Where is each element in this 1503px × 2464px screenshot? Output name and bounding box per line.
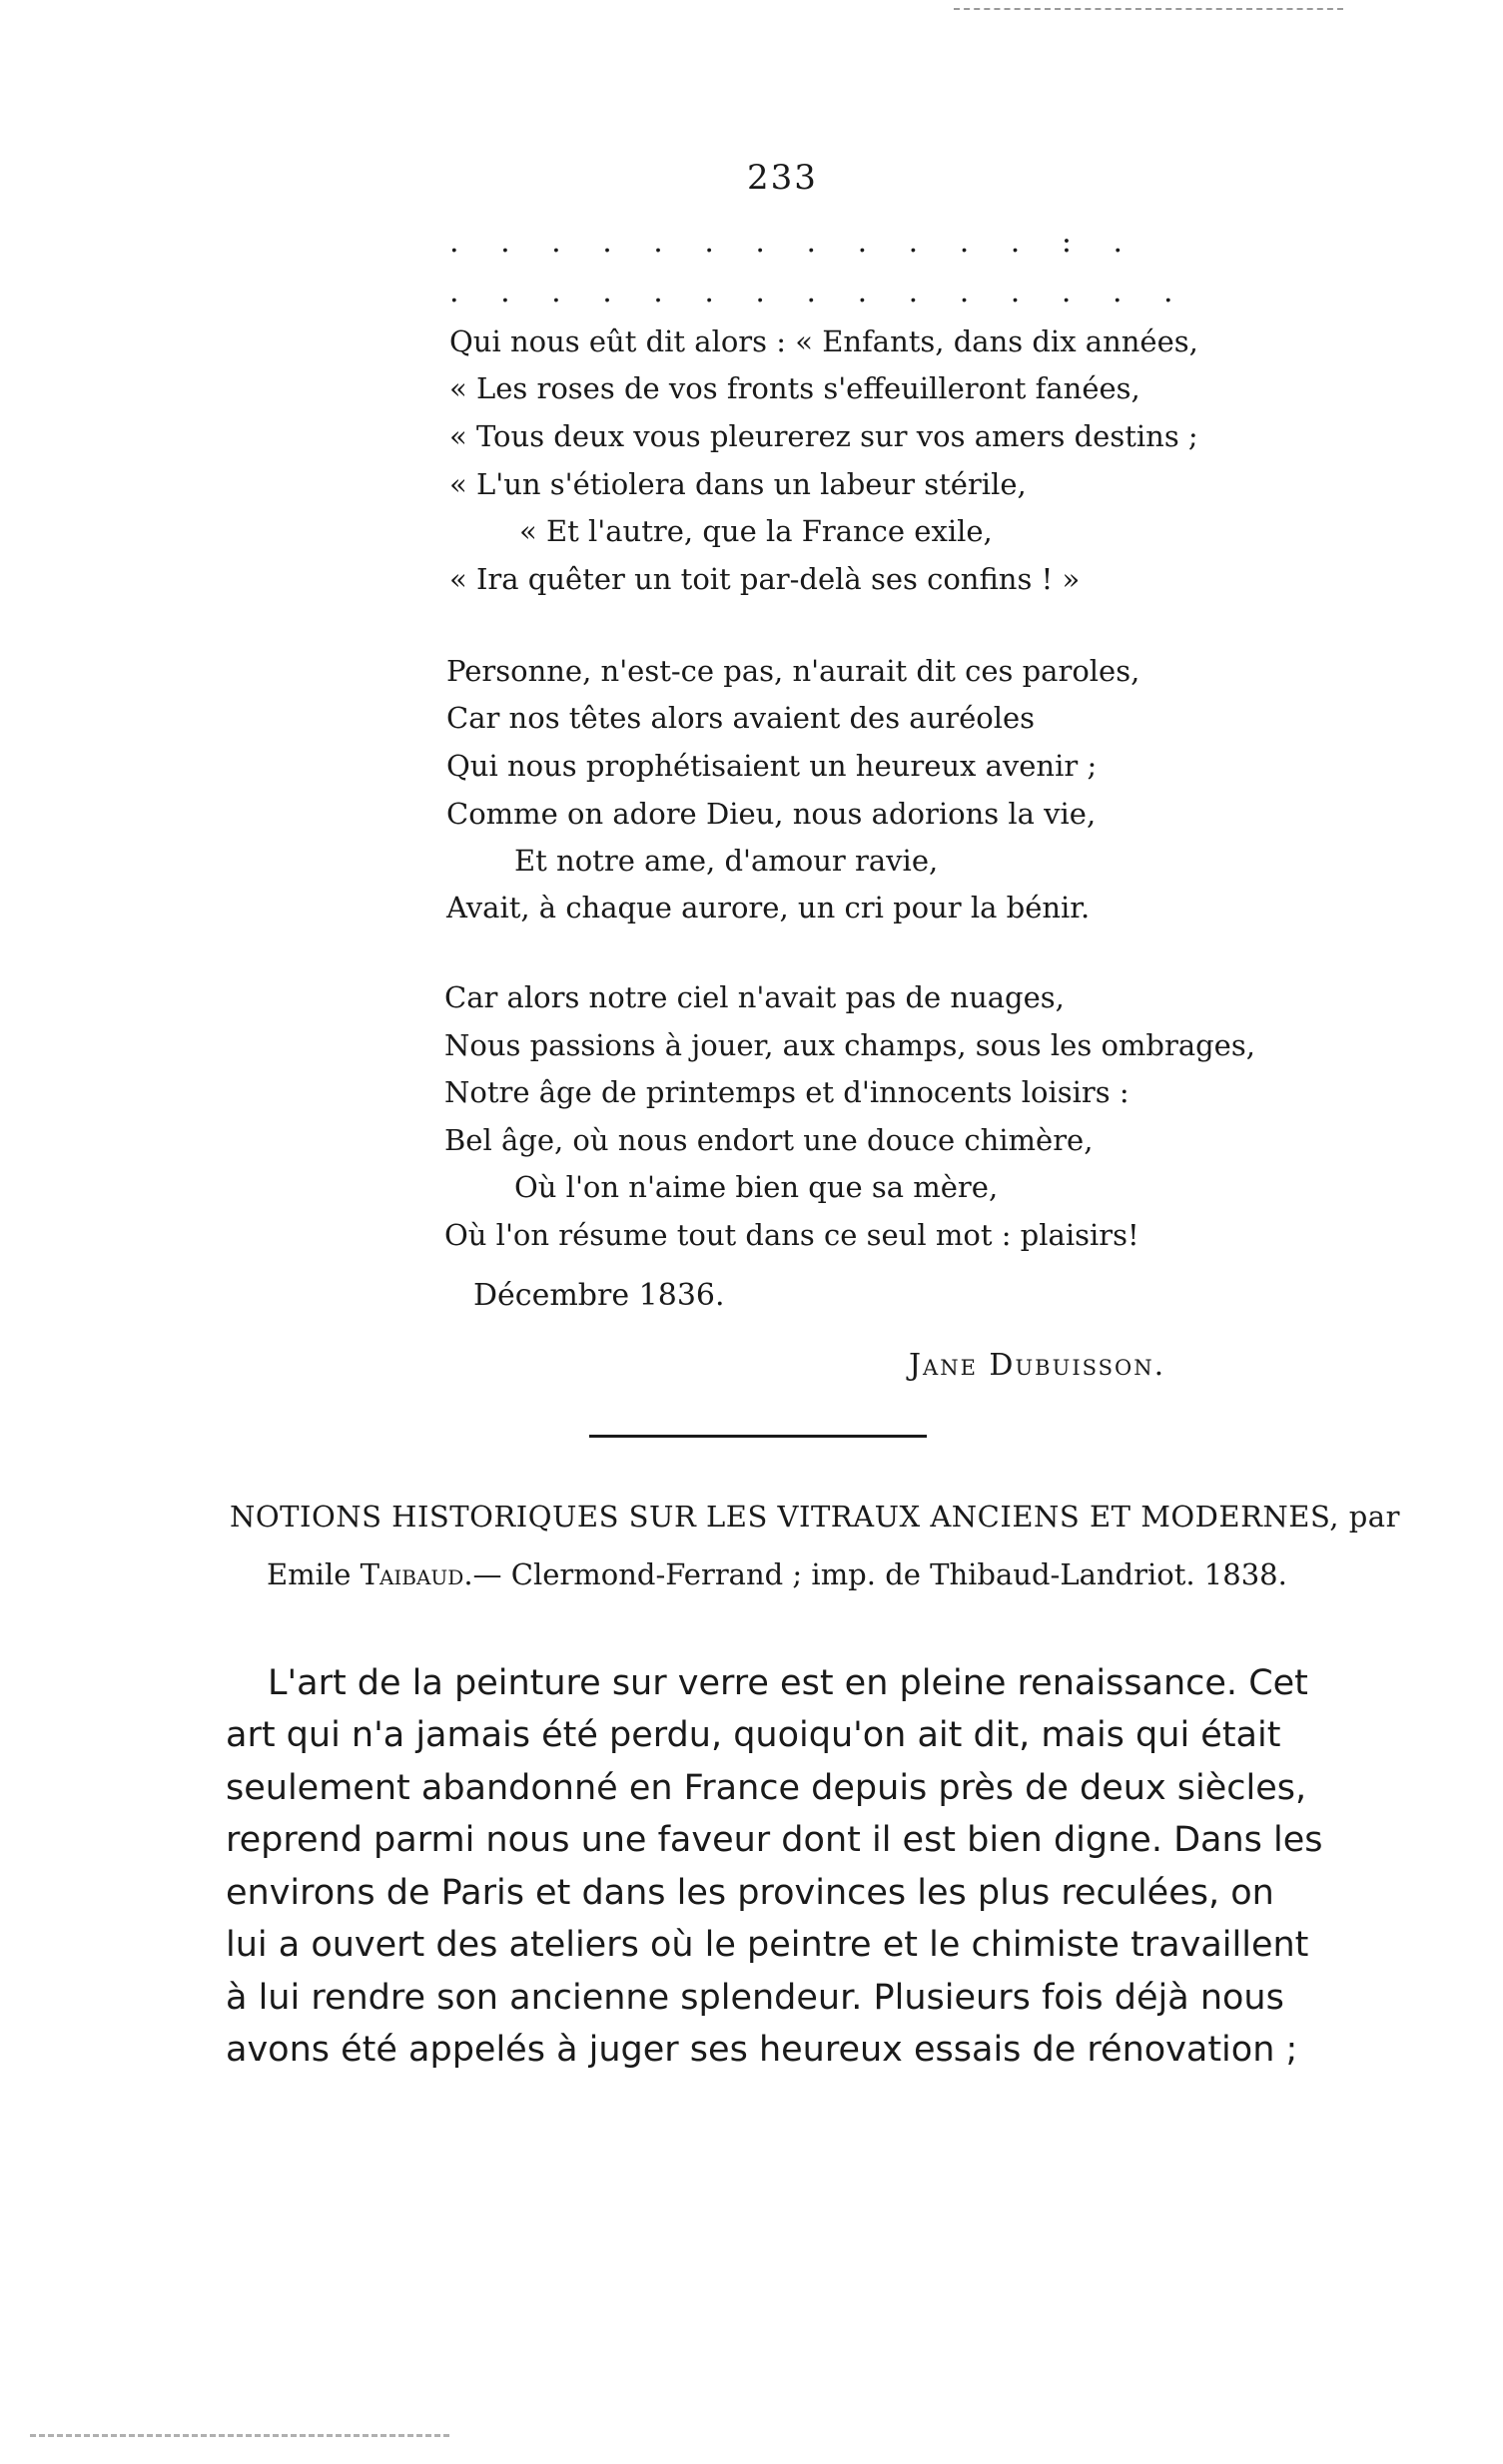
header-rule bbox=[954, 8, 1343, 10]
prose-line: L'art de la peinture sur verre est en pleine renaissance. Cet bbox=[268, 1663, 1308, 1703]
section-divider bbox=[589, 1435, 927, 1438]
prose-line: seulement abandonné en France depuis près de deux siècles, bbox=[226, 1768, 1307, 1808]
poem-line: Car nos têtes alors avaient des auréoles bbox=[446, 701, 1036, 735]
poem-line: « Tous deux vous pleurerez sur vos amers destins ; bbox=[449, 419, 1198, 453]
poem-line: Et notre ame, d'amour ravie, bbox=[514, 844, 939, 878]
poem-line: Où l'on résume tout dans ce seul mot : plaisirs! bbox=[444, 1218, 1139, 1252]
poem-line: « Et l'autre, que la France exile, bbox=[519, 514, 993, 548]
review-title: NOTIONS HISTORIQUES SUR LES VITRAUX ANCIENS ET MODERNES, par bbox=[230, 1500, 1400, 1534]
poem-line: Qui nous prophétisaient un heureux avenir ; bbox=[446, 749, 1098, 783]
poem-signature: Jane Dubuisson. bbox=[909, 1348, 1166, 1383]
poem-line: Notre âge de printemps et d'innocents loisirs : bbox=[444, 1075, 1129, 1109]
poem-line: Bel âge, où nous endort une douce chimère, bbox=[444, 1123, 1094, 1157]
review-author-first: Emile bbox=[267, 1557, 352, 1591]
ellipsis-row: . . . . . . . . . . . . . . . bbox=[449, 275, 1189, 309]
review-imprint bbox=[267, 1557, 1287, 1591]
poem-line: Nous passions à jouer, aux champs, sous les ombrages, bbox=[444, 1028, 1255, 1062]
poem-line: Où l'on n'aime bien que sa mère, bbox=[514, 1170, 999, 1204]
poem-line: Car alors notre ciel n'avait pas de nuages, bbox=[444, 980, 1065, 1014]
poem-line: Comme on adore Dieu, nous adorions la vie, bbox=[446, 797, 1097, 831]
prose-line: reprend parmi nous une faveur dont il est bien digne. Dans les bbox=[226, 1820, 1323, 1860]
poem-line: Personne, n'est-ce pas, n'aurait dit ces paroles, bbox=[446, 654, 1140, 688]
prose-line: à lui rendre son ancienne splendeur. Plusieurs fois déjà nous bbox=[226, 1978, 1284, 2018]
review-publication: .— Clermond-Ferrand ; imp. de Thibaud-Landriot. 1838. bbox=[463, 1557, 1287, 1591]
prose-line: lui a ouvert des ateliers où le peintre et le chimiste travaillent bbox=[226, 1925, 1309, 1965]
poem-line: « Ira quêter un toit par-delà ses confins ! » bbox=[449, 562, 1081, 596]
poem-line: « Les roses de vos fronts s'effeuilleront fanées, bbox=[449, 371, 1140, 405]
prose-line: environs de Paris et dans les provinces les plus reculées, on bbox=[226, 1873, 1274, 1913]
poem-line: Qui nous eût dit alors : « Enfants, dans dix années, bbox=[449, 324, 1198, 358]
prose-line: art qui n'a jamais été perdu, quoiqu'on ait dit, mais qui était bbox=[226, 1715, 1281, 1755]
footer-rule bbox=[30, 2434, 449, 2437]
poem-line: « L'un s'étiolera dans un labeur stérile, bbox=[449, 467, 1027, 501]
poem-date: Décembre 1836. bbox=[473, 1278, 725, 1313]
poem-line: Avait, à chaque aurore, un cri pour la bénir. bbox=[446, 891, 1091, 924]
prose-line: avons été appelés à juger ses heureux essais de rénovation ; bbox=[226, 2030, 1298, 2070]
review-author-last: Taibaud bbox=[360, 1557, 464, 1591]
page-number: 233 bbox=[747, 158, 818, 198]
ellipsis-row: . . . . . . . . . . . . : . bbox=[449, 225, 1139, 260]
